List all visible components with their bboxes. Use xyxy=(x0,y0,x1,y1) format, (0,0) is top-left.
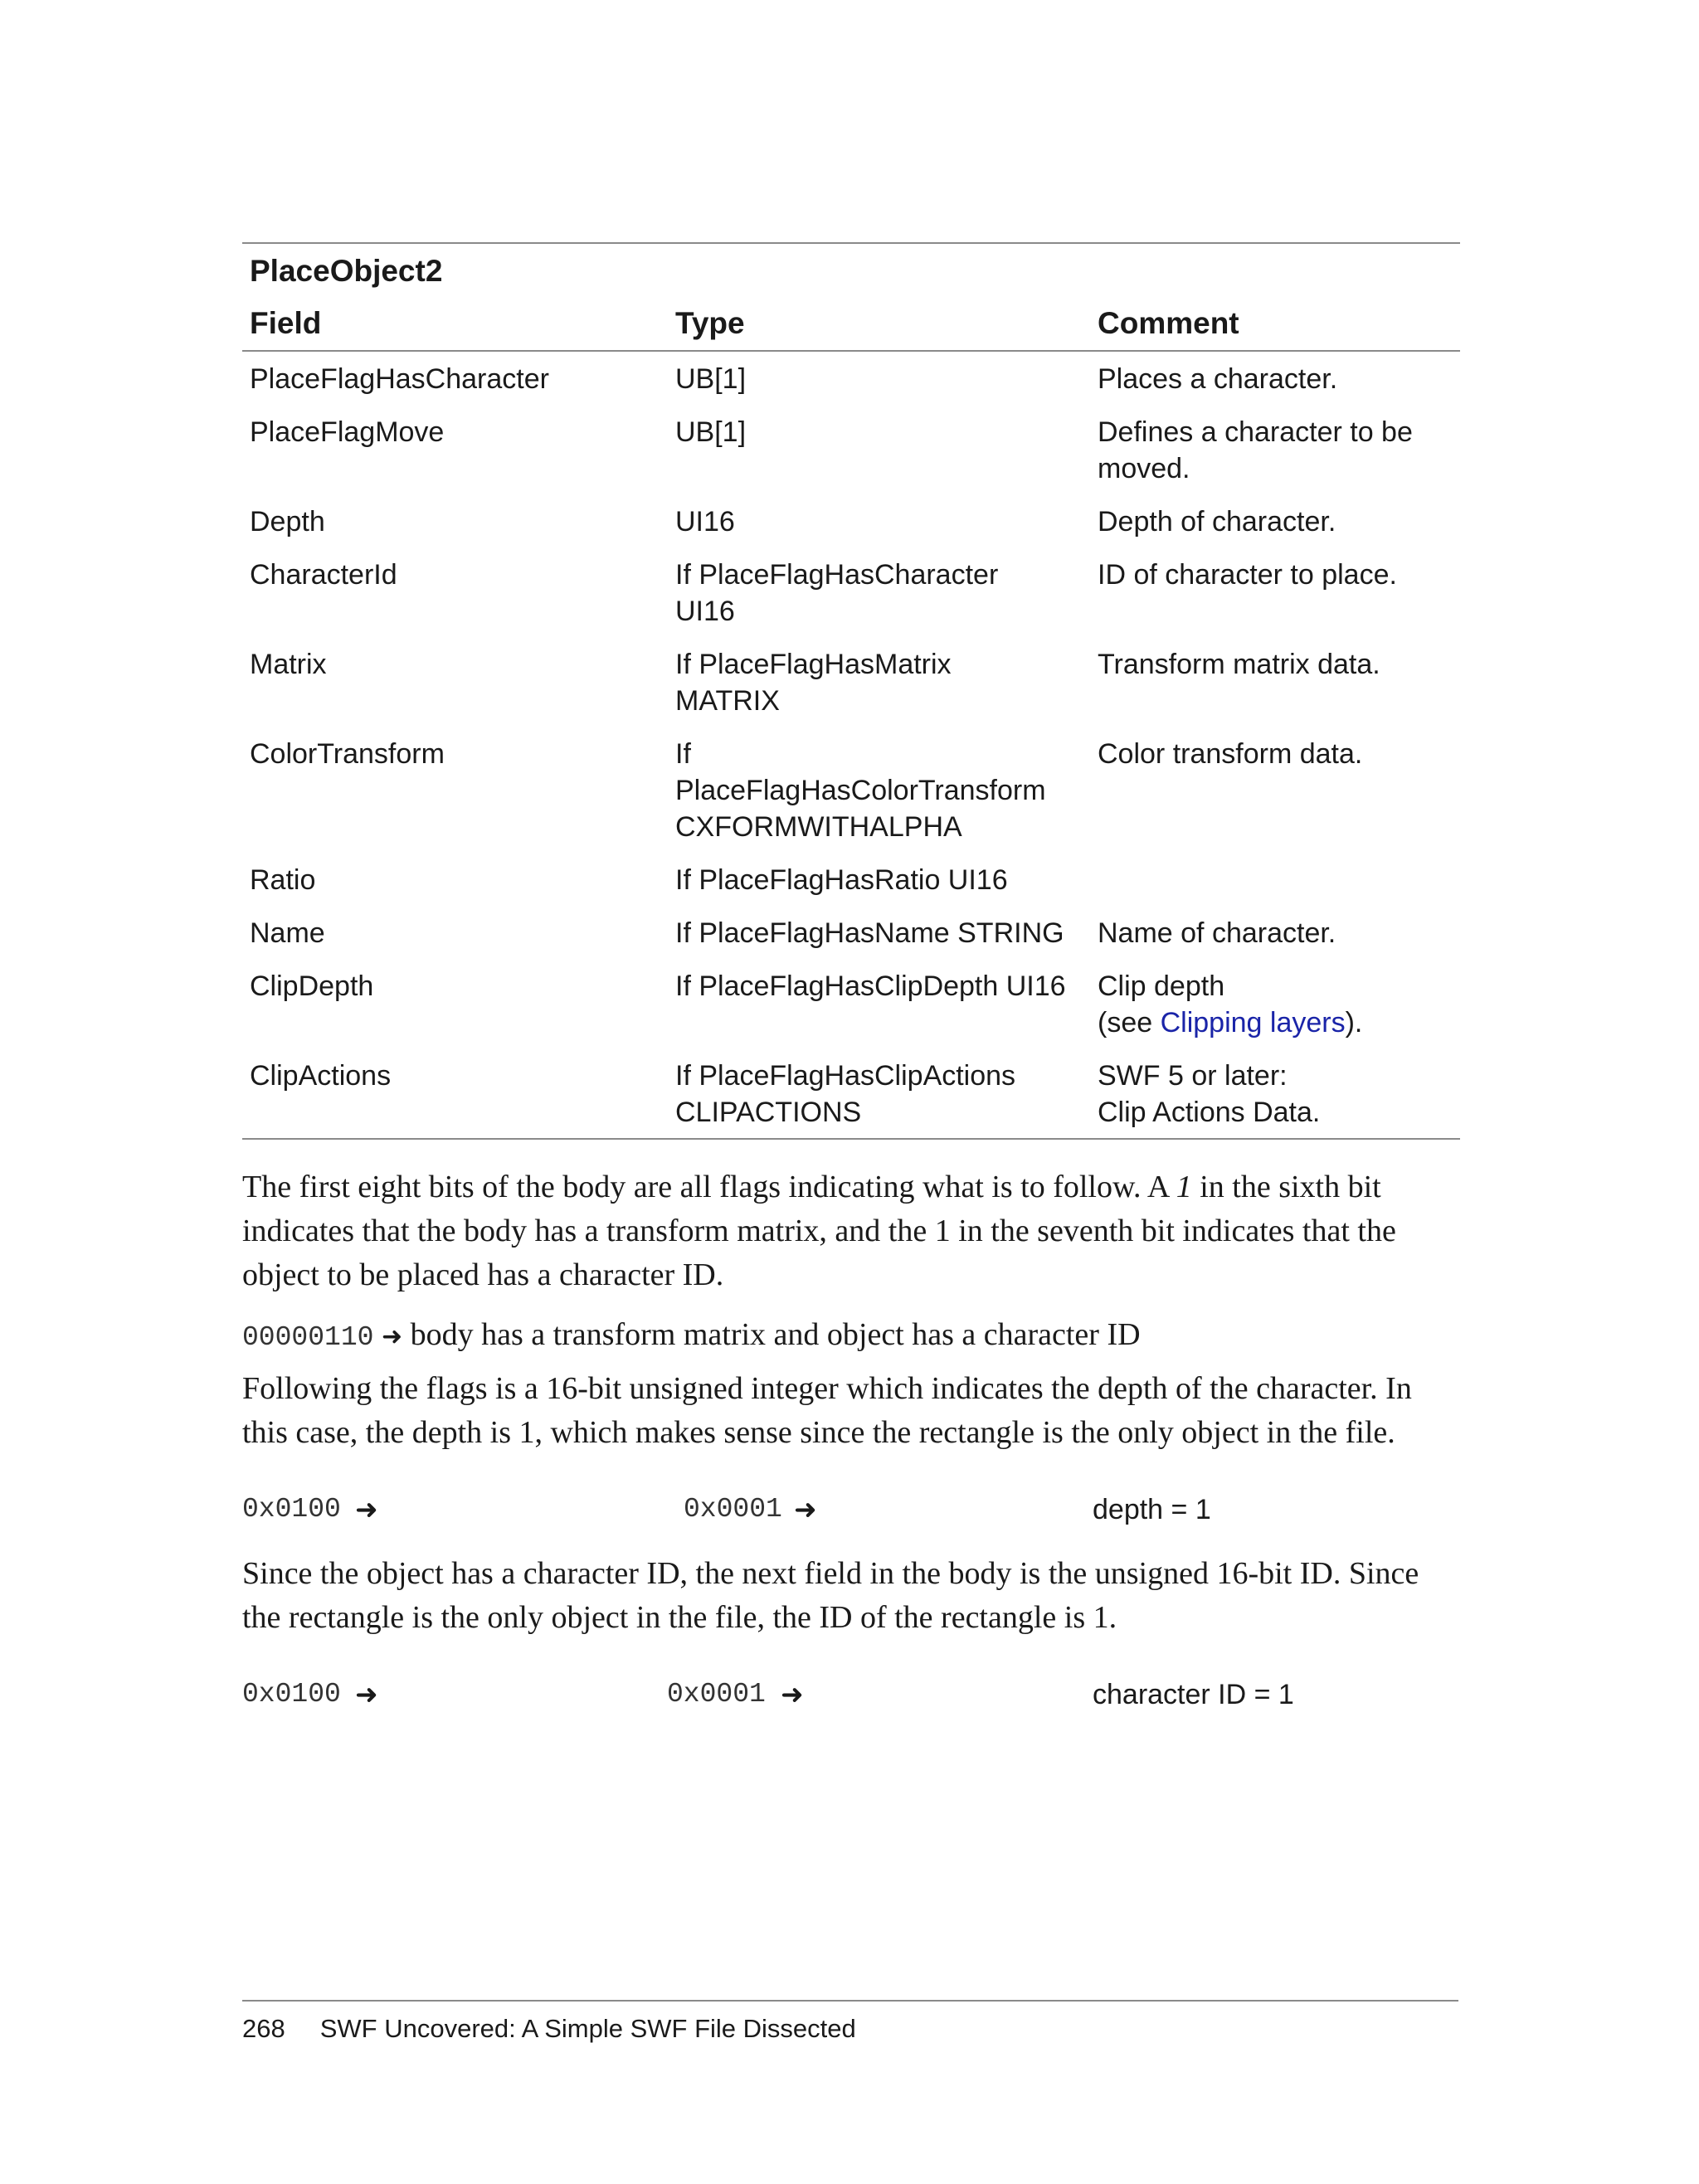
cell-comment xyxy=(1090,494,1460,547)
depth-raw-value: 0x0100 xyxy=(242,1494,341,1525)
paragraph-character-id: Since the object has a character ID, the next field in the body is the unsigned 16-bit ID. Since the rectangle is the only object in the file, the ID of the rectangle is 1. xyxy=(242,1556,1419,1635)
cell-type-line: If PlaceFlagHasCharacter xyxy=(675,559,999,591)
cell-comment-line xyxy=(1098,1004,1460,1041)
cell-type-line: CXFORMWITHALPHA xyxy=(675,811,962,843)
cell-comment xyxy=(1090,906,1460,959)
cell-type xyxy=(668,1048,1090,1138)
table-row xyxy=(242,853,1460,906)
bits-code: 00000110 xyxy=(242,1322,374,1353)
table-title: PlaceObject2 xyxy=(250,254,443,288)
cell-comment-line: Name of character. xyxy=(1098,917,1336,949)
chapter-title: SWF Uncovered: A Simple SWF File Dissected xyxy=(319,2014,856,2043)
id-result: character ID = 1 xyxy=(1093,1679,1294,1710)
cell-field: CharacterId xyxy=(250,559,397,591)
cell-type-line: If PlaceFlagHasRatio UI16 xyxy=(675,864,1008,896)
cell-comment-line: Transform matrix data. xyxy=(1098,649,1380,680)
cell-type-line: UB[1] xyxy=(675,416,747,448)
cell-comment xyxy=(1090,727,1460,853)
paragraph-flags-text-b: in the sixth bit indicates that the body has a transform matrix, and the 1 in the seventh bit indicates that the object to be placed has a character ID. xyxy=(242,1170,1396,1292)
cell-type-line: UI16 xyxy=(675,596,735,627)
cell-comment-line: Clip Actions Data. xyxy=(1098,1097,1321,1128)
cell-type-line: If PlaceFlagHasName STRING xyxy=(675,917,1064,949)
cell-type-line: UI16 xyxy=(675,506,735,537)
cell-type xyxy=(668,494,1090,547)
page-number: 268 xyxy=(242,2014,285,2043)
cell-type-line: MATRIX xyxy=(675,685,780,717)
placeobject2-table xyxy=(242,242,1460,1140)
cell-type xyxy=(668,352,1090,405)
cell-comment xyxy=(1090,959,1460,1048)
cell-field: ColorTransform xyxy=(250,738,445,770)
paragraph-depth: Following the flags is a 16-bit unsigned integer which indicates the depth of the character. In this case, the depth is 1, which makes sense since the rectangle is the only object in the file. xyxy=(242,1371,1412,1450)
id-raw-value: 0x0100 xyxy=(242,1679,341,1710)
cell-type xyxy=(668,906,1090,959)
table-row xyxy=(242,727,1460,853)
cell-comment xyxy=(1090,547,1460,637)
paragraph-flags-italic: 1 xyxy=(1176,1170,1192,1204)
table-row xyxy=(242,547,1460,637)
paragraph-flags-text-a: The first eight bits of the body are all flags indicating what is to follow. A xyxy=(242,1170,1176,1204)
arrow-icon: ➜ xyxy=(355,1678,378,1710)
cell-type-line: If PlaceFlagHasClipActions xyxy=(675,1060,1016,1092)
page-footer xyxy=(242,2014,856,2044)
table-row xyxy=(242,637,1460,727)
cell-type-line: UB[1] xyxy=(675,363,747,395)
table-row xyxy=(242,906,1460,959)
cell-type-line: CLIPACTIONS xyxy=(675,1097,862,1128)
comment-link-prefix: (see xyxy=(1098,1007,1161,1038)
arrow-icon: ➜ xyxy=(355,1493,378,1525)
paragraph-flags xyxy=(242,1165,1462,1297)
cell-comment-line: SWF 5 or later: xyxy=(1098,1060,1288,1092)
cell-comment xyxy=(1090,352,1460,405)
cell-comment-line: Places a character. xyxy=(1098,363,1338,395)
header-field: Field xyxy=(250,306,322,340)
cell-type xyxy=(668,547,1090,637)
cell-type xyxy=(668,727,1090,853)
cell-type xyxy=(668,959,1090,1048)
bits-line xyxy=(242,1313,1462,1360)
cell-comment xyxy=(1090,853,1460,906)
cell-comment xyxy=(1090,1048,1460,1138)
depth-result: depth = 1 xyxy=(1093,1494,1211,1525)
cell-comment-line: Depth of character. xyxy=(1098,506,1336,537)
cell-field: Name xyxy=(250,917,325,949)
depth-swapped-value: 0x0001 xyxy=(684,1494,782,1525)
cell-field: Matrix xyxy=(250,649,327,680)
clipping-layers-link[interactable]: Clipping layers xyxy=(1160,1007,1346,1038)
cell-field: Depth xyxy=(250,506,325,537)
footer-divider xyxy=(242,2000,1458,2002)
bits-description: body has a transform matrix and object has a character ID xyxy=(402,1317,1141,1352)
table-row xyxy=(242,494,1460,547)
cell-comment-line: Clip depth xyxy=(1098,970,1225,1002)
table-body xyxy=(242,352,1460,1138)
cell-type-line: If xyxy=(675,738,691,770)
table-header-row xyxy=(242,297,1460,352)
cell-field: Ratio xyxy=(250,864,316,896)
arrow-icon: ➜ xyxy=(781,1678,804,1710)
table-row xyxy=(242,352,1460,405)
cell-comment-line: Defines a character to be xyxy=(1098,416,1413,448)
header-type: Type xyxy=(675,306,745,340)
cell-type xyxy=(668,405,1090,494)
cell-comment xyxy=(1090,637,1460,727)
cell-field: ClipActions xyxy=(250,1060,392,1092)
cell-field: PlaceFlagHasCharacter xyxy=(250,363,549,395)
cell-comment xyxy=(1090,405,1460,494)
table-row xyxy=(242,405,1460,494)
table-row xyxy=(242,959,1460,1048)
cell-comment-line: moved. xyxy=(1098,453,1190,484)
cell-type-line: PlaceFlagHasColorTransform xyxy=(675,775,1046,806)
cell-type xyxy=(668,853,1090,906)
table-row xyxy=(242,1048,1460,1138)
arrow-icon: ➜ xyxy=(794,1493,817,1525)
cell-field: PlaceFlagMove xyxy=(250,416,445,448)
arrow-icon: ➜ xyxy=(381,1322,403,1351)
id-swapped-value: 0x0001 xyxy=(667,1679,766,1710)
cell-comment-line: ID of character to place. xyxy=(1098,559,1397,591)
cell-type xyxy=(668,637,1090,727)
cell-comment-line: Color transform data. xyxy=(1098,738,1363,770)
comment-link-suffix: ). xyxy=(1345,1007,1363,1038)
header-comment: Comment xyxy=(1098,306,1239,340)
cell-type-line: If PlaceFlagHasClipDepth UI16 xyxy=(675,970,1066,1002)
cell-type-line: If PlaceFlagHasMatrix xyxy=(675,649,952,680)
cell-field: ClipDepth xyxy=(250,970,374,1002)
